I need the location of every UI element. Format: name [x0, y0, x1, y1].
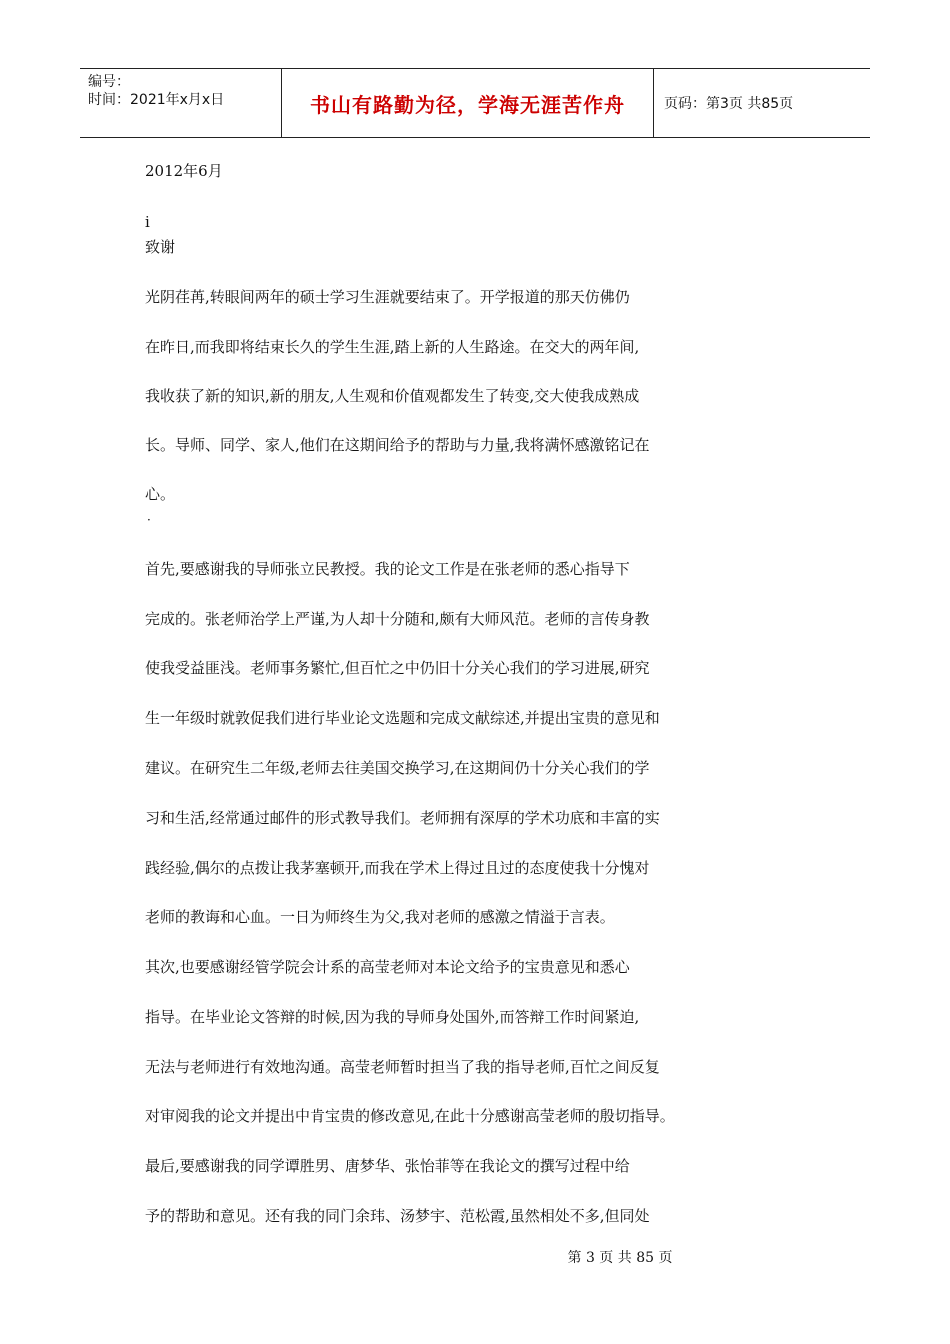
paragraph-line: 使我受益匪浅。老师事务繁忙,但百忙之中仍旧十分关心我们的学习进展,研究: [145, 659, 650, 677]
paragraph-line: 最后,要感谢我的同学谭胜男、唐梦华、张怡菲等在我论文的撰写过程中给: [145, 1157, 630, 1175]
paragraph-line: 心。: [145, 485, 176, 503]
separator-dot: ·: [147, 513, 151, 527]
paragraph-line: 完成的。张老师治学上严谨,为人却十分随和,颇有大师风范。老师的言传身教: [145, 610, 650, 628]
paragraph-line: 我收获了新的知识,新的朋友,人生观和价值观都发生了转变,交大使我成熟成: [145, 387, 640, 405]
paragraph-line: 在昨日,而我即将结束长久的学生生涯,踏上新的人生路途。在交大的两年间,: [145, 338, 640, 356]
page-info: 页码：第3页 共85页: [664, 96, 794, 112]
paragraph-line: 长。导师、同学、家人,他们在这期间给予的帮助与力量,我将满怀感激铭记在: [145, 436, 650, 454]
paragraph-line: 光阴荏苒,转眼间两年的硕士学习生涯就要结束了。开学报道的那天仿佛仍: [145, 288, 630, 306]
paragraph-line: 老师的教诲和心血。一日为师终生为父,我对老师的感激之情溢于言表。: [145, 908, 615, 926]
header-motto-cell: [282, 69, 654, 137]
paragraph-line: 对审阅我的论文并提出中肯宝贵的修改意见,在此十分感谢高莹老师的殷切指导。: [145, 1107, 675, 1125]
time-label: 时间：2021年x月x日: [88, 92, 225, 108]
paragraph-line: 首先,要感谢我的导师张立民教授。我的论文工作是在张老师的悉心指导下: [145, 560, 630, 578]
paragraph-line: 无法与老师进行有效地沟通。高莹老师暂时担当了我的指导老师,百忙之间反复: [145, 1058, 660, 1076]
paragraph-line: 其次,也要感谢经管学院会计系的高莹老师对本论文给予的宝贵意见和悉心: [145, 958, 630, 976]
number-label: 编号：: [88, 74, 130, 90]
motto-text: 书山有路勤为径，学海无涯苦作舟: [310, 92, 625, 117]
section-title: 致谢: [145, 238, 176, 256]
page-footer: 第 3 页 共 85 页: [567, 1250, 673, 1266]
paragraph-line: 指导。在毕业论文答辩的时候,因为我的导师身处国外,而答辩工作时间紧迫,: [145, 1008, 640, 1026]
paragraph-line: 践经验,偶尔的点拨让我茅塞顿开,而我在学术上得过且过的态度使我十分愧对: [145, 859, 650, 877]
paragraph-line: 予的帮助和意见。还有我的同门余玮、汤梦宇、范松霞,虽然相处不多,但同处: [145, 1207, 650, 1225]
header-left-cell: [80, 69, 282, 137]
header-table: [80, 68, 870, 138]
date-line: 2012年6月: [145, 162, 223, 180]
paragraph-line: 习和生活,经常通过邮件的形式教导我们。老师拥有深厚的学术功底和丰富的实: [145, 809, 660, 827]
roman-page-number: i: [145, 213, 150, 231]
paragraph-line: 建议。在研究生二年级,老师去往美国交换学习,在这期间仍十分关心我们的学: [145, 759, 650, 777]
paragraph-line: 生一年级时就敦促我们进行毕业论文选题和完成文献综述,并提出宝贵的意见和: [145, 709, 660, 727]
header-page-cell: [654, 69, 870, 137]
